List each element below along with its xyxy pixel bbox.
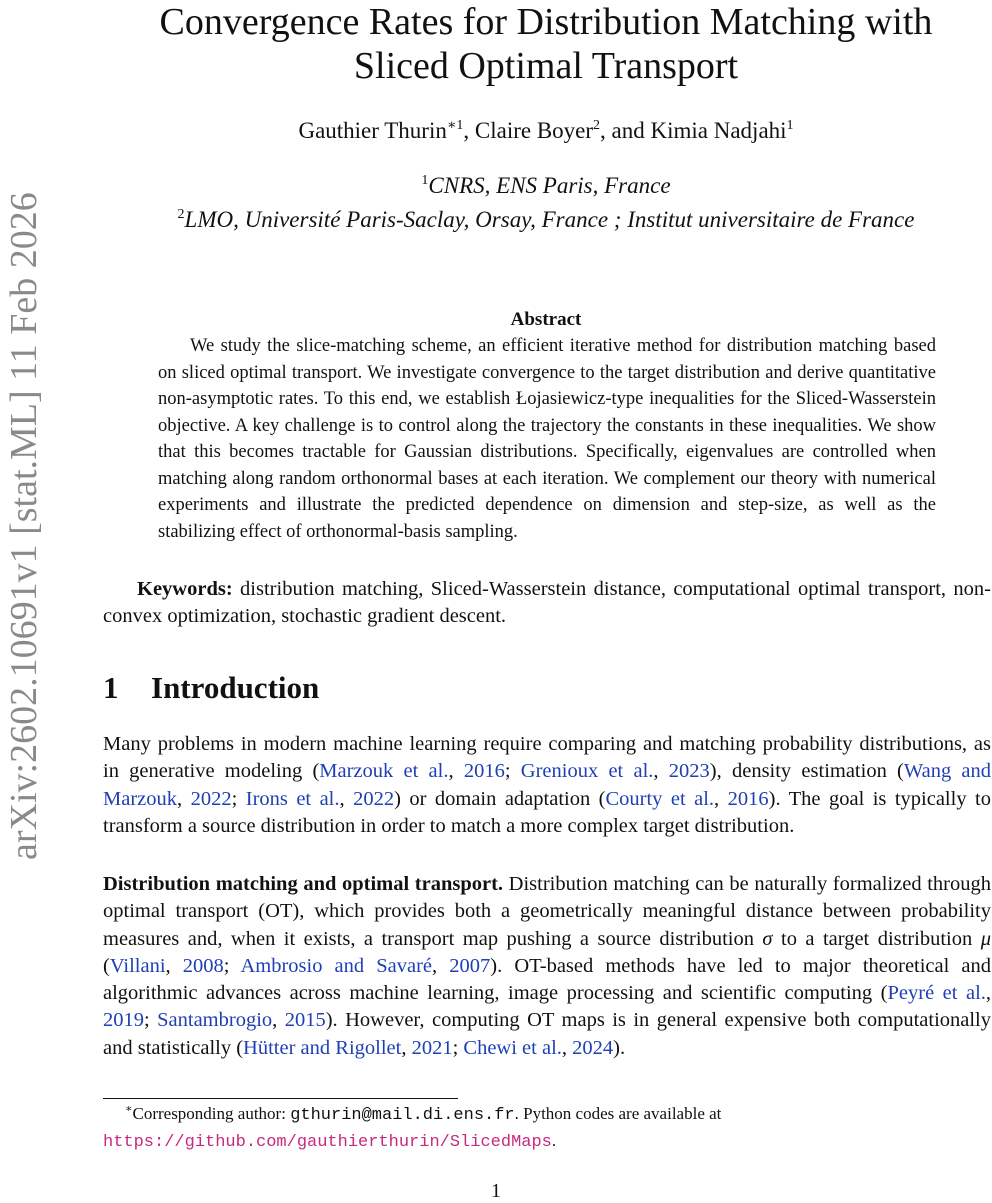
citation-year-link[interactable]: 2015 — [284, 1009, 326, 1032]
citation-year-link[interactable]: 2022 — [353, 787, 395, 810]
citation-link[interactable]: Villani — [109, 954, 166, 977]
citation-year-link[interactable]: 2007 — [449, 954, 491, 977]
citation-link[interactable]: Ambrosio and Savaré — [240, 954, 433, 977]
section-number: 1 — [103, 670, 119, 705]
citation-link[interactable]: Santambrogio — [157, 1009, 273, 1032]
citation-link[interactable]: Chewi et al. — [463, 1036, 562, 1059]
citation-year-link[interactable]: 2016 — [463, 760, 505, 783]
arxiv-identifier: arXiv:2602.10691v1 [stat.ML] 11 Feb 2026 — [3, 192, 45, 860]
author-affiliation-mark: ∗1 — [446, 118, 464, 133]
paper-title — [100, 0, 992, 88]
author-name: Gauthier Thurin — [298, 118, 447, 143]
affiliation-1 — [100, 173, 992, 199]
citation-year-link[interactable]: 2016 — [727, 787, 769, 810]
abstract-body: We study the slice-matching scheme, an efficient iterative method for distribution matching based on sliced optimal transport. We investigate convergence to the target distribution and derive quantitative non-asymptotic rates. To this end, we establish Łojasiewicz-type inequalities for the Sliced-Wasserstein objective. A key challenge is to control along the trajectory the constants in these inequalities. We show that this becomes tractable for Gaussian distributions. Specifically, eigenvalues are controlled when matching along random orthonormal bases at each iteration. We complement our theory with numerical experiments and illustrate the predicted dependence on dimension and step-size, as well as the stabilizing effect of orthonormal-basis sampling. — [158, 336, 936, 542]
author-name: Kimia Nadjahi — [650, 118, 787, 143]
paragraph-heading: Distribution matching and optimal transport. — [103, 873, 504, 895]
author-list — [100, 118, 992, 144]
citation-year-link[interactable]: 2023 — [668, 760, 710, 783]
affiliation-text: CNRS, ENS Paris, France — [428, 173, 671, 198]
author-affiliation-mark: 2 — [593, 118, 601, 133]
affiliation-2 — [100, 207, 992, 233]
title-line-1: Convergence Rates for Distribution Matching with — [159, 1, 933, 43]
citation-year-link[interactable]: 2008 — [182, 954, 224, 977]
page-number: 1 — [491, 1180, 501, 1202]
keywords-label: Keywords: — [137, 578, 233, 600]
footnote-mark: ∗ — [125, 1103, 133, 1115]
section-heading-introduction — [103, 670, 319, 706]
code-url-link[interactable]: https://github.com/gauthierthurin/SlicedMaps — [103, 1133, 552, 1152]
citation-year-link[interactable]: 2024 — [572, 1036, 614, 1059]
keywords-text: distribution matching, Sliced-Wasserstein distance, computational optimal transport, non-convex optimization, stochastic gradient descent. — [103, 578, 991, 627]
math-sigma: σ — [762, 927, 773, 950]
affiliation-mark: 1 — [421, 173, 429, 188]
author-separator: , — [463, 118, 475, 143]
distribution-matching-paragraph: Distribution matching and optimal transport. Distribution matching can be naturally formalized through optimal transport (OT), which provides both a geometrically meaningful distance between probability measures and, when it exists, a transport map pushing a source distribution σ to a target distribution μ (Villani, 2008; Ambrosio and Savaré, 2007). OT-based methods have led to major theoretical and algorithmic advances across machine learning, image processing and scientific computing (Peyré et al., 2019; Santambrogio, 2015). However, computing OT maps is in general expensive both computationally and statistically (Hütter and Rigollet, 2021; Chewi et al., 2024). — [103, 873, 992, 1059]
citation-link[interactable]: Wang and Marzouk — [103, 760, 992, 810]
citation-link[interactable]: Marzouk et al. — [319, 760, 449, 783]
abstract-heading: Abstract — [510, 309, 582, 330]
citation-year-link[interactable]: 2021 — [411, 1036, 453, 1059]
affiliation-text: LMO, Université Paris-Saclay, Orsay, France ; Institut universitaire de France — [184, 207, 915, 232]
citation-link[interactable]: Courty et al. — [605, 787, 715, 810]
author-name: Claire Boyer — [474, 118, 594, 143]
citation-link[interactable]: Irons et al. — [245, 787, 340, 810]
intro-paragraph: Many problems in modern machine learning require comparing and matching probability distributions, as in generative modeling (Marzouk et al., 2016; Grenioux et al., 2023), density estimation (Wang and Marzouk, 2022; Irons et al., 2022) or domain adaptation (Courty et al., 2016). The goal is typically to transform a source distribution in order to match a more complex target distribution. — [103, 733, 992, 837]
footnote-rule — [103, 1098, 458, 1099]
footnote: ∗Corresponding author: gthurin@mail.di.ens.fr. Python codes are available at https://github.com/gauthierthurin/SlicedMaps. — [103, 1103, 722, 1152]
title-line-2: Sliced Optimal Transport — [353, 45, 739, 87]
citation-link[interactable]: Peyré et al. — [887, 982, 986, 1005]
citation-year-link[interactable]: 2022 — [190, 787, 232, 810]
section-title: Introduction — [151, 670, 320, 705]
citation-link[interactable]: Grenioux et al. — [520, 760, 654, 783]
keywords — [103, 576, 991, 630]
citation-link[interactable]: Hütter and Rigollet — [243, 1036, 402, 1059]
affiliation-mark: 2 — [177, 207, 185, 222]
citation-year-link[interactable]: 2019 — [103, 1009, 144, 1032]
author-affiliation-mark: 1 — [786, 118, 794, 133]
email-address: gthurin@mail.di.ens.fr — [290, 1106, 515, 1125]
math-mu: μ — [980, 927, 991, 950]
author-separator: , and — [600, 118, 651, 143]
